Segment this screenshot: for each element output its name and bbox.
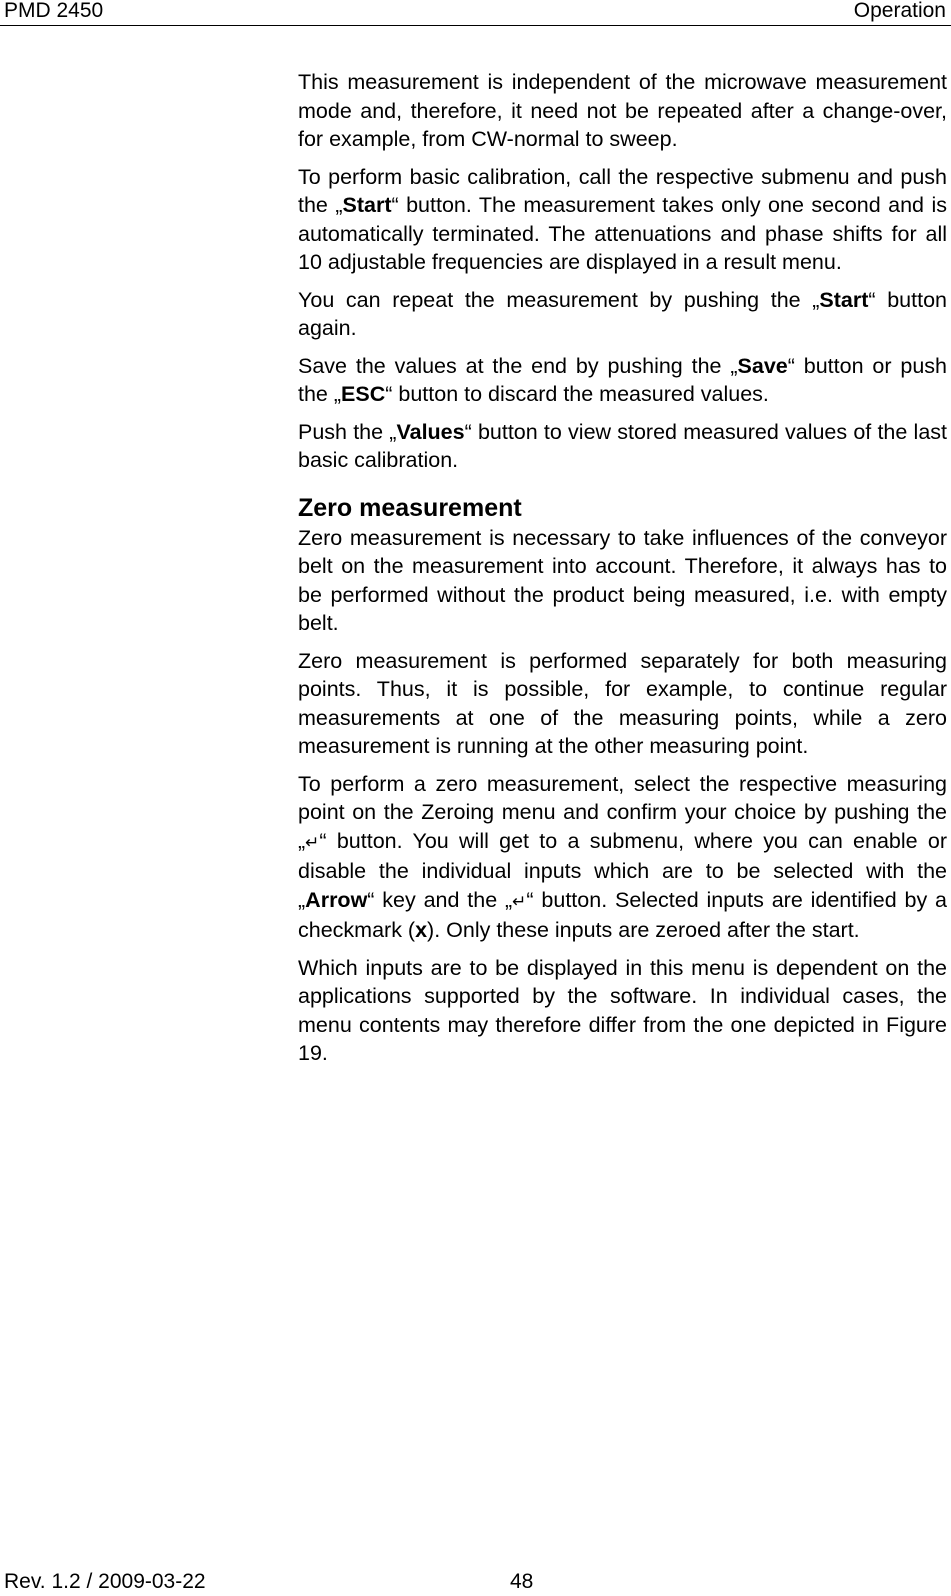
page-footer [0,1568,951,1594]
footer-page-number: 48 [510,1570,534,1593]
header-product-name: PMD 2450 [4,0,104,22]
paragraph-menu-contents: Which inputs are to be displayed in this menu is dependent on the applications supported by the software. In individual cases, the menu contents may therefore differ from the one depicted in Figure 19. [298,955,947,1065]
save-button-label: Save [737,353,788,378]
paragraph-save-values: Save the values at the end by pushing the „Save“ button or push the „ESC“ button to discard the measured values. [298,353,947,406]
enter-key-icon: ↵ [512,891,527,912]
page-content [298,68,947,1077]
header-section-name: Operation [853,0,946,22]
arrow-key-label: Arrow [305,887,368,912]
paragraph-view-values: Push the „Values“ button to view stored measured values of the last basic calibration. [298,419,947,472]
start-button-label: Start [342,193,392,217]
esc-button-label: ESC [341,382,386,406]
start-button-label: Start [819,287,869,312]
paragraph-zero-separately: Zero measurement is performed separately for both measuring points. Thus, it is possible, for example, to continue regular measurements at one of the measuring points, while a zero measurement is running at the other measuring point. [298,648,947,758]
enter-key-icon: ↵ [305,832,320,853]
checkmark-x-label: x [415,918,428,942]
paragraph-measurement-independence: This measurement is independent of the microwave measurement mode and, therefore, it need not be repeated after a change-over, for example, from CW-normal to sweep. [298,70,947,151]
heading-zero-measurement: Zero measurement [298,493,522,522]
paragraph-perform-zero: To perform a zero measurement, select the respective measuring point on the Zeroing menu and confirm your choice by pushing the „↵“ button. You will get to a submenu, where you can enable or disable the individual inputs which are to be selected with the „Arrow“ key and the „↵“ button. Selected inputs are identified by a checkmark (x). Only these inputs are zeroed after the start. [298,771,947,942]
paragraph-zero-necessity: Zero measurement is necessary to take influences of the conveyor belt on the measurement into account. Therefore, it always has to be performed without the product being measured, i.e. with empty belt. [298,525,947,635]
paragraph-repeat-measurement: You can repeat the measurement by pushing the „Start“ button again. [298,287,947,340]
page-header [0,0,951,26]
footer-revision: Rev. 1.2 / 2009-03-22 [4,1570,206,1593]
values-button-label: Values [396,419,465,444]
paragraph-basic-calibration: To perform basic calibration, call the respective submenu and push the „Start“ button. The measurement takes only one second and is automatically terminated. The attenuations and phase shifts for all 10 adjustable frequencies are displayed in a result menu. [298,164,947,274]
